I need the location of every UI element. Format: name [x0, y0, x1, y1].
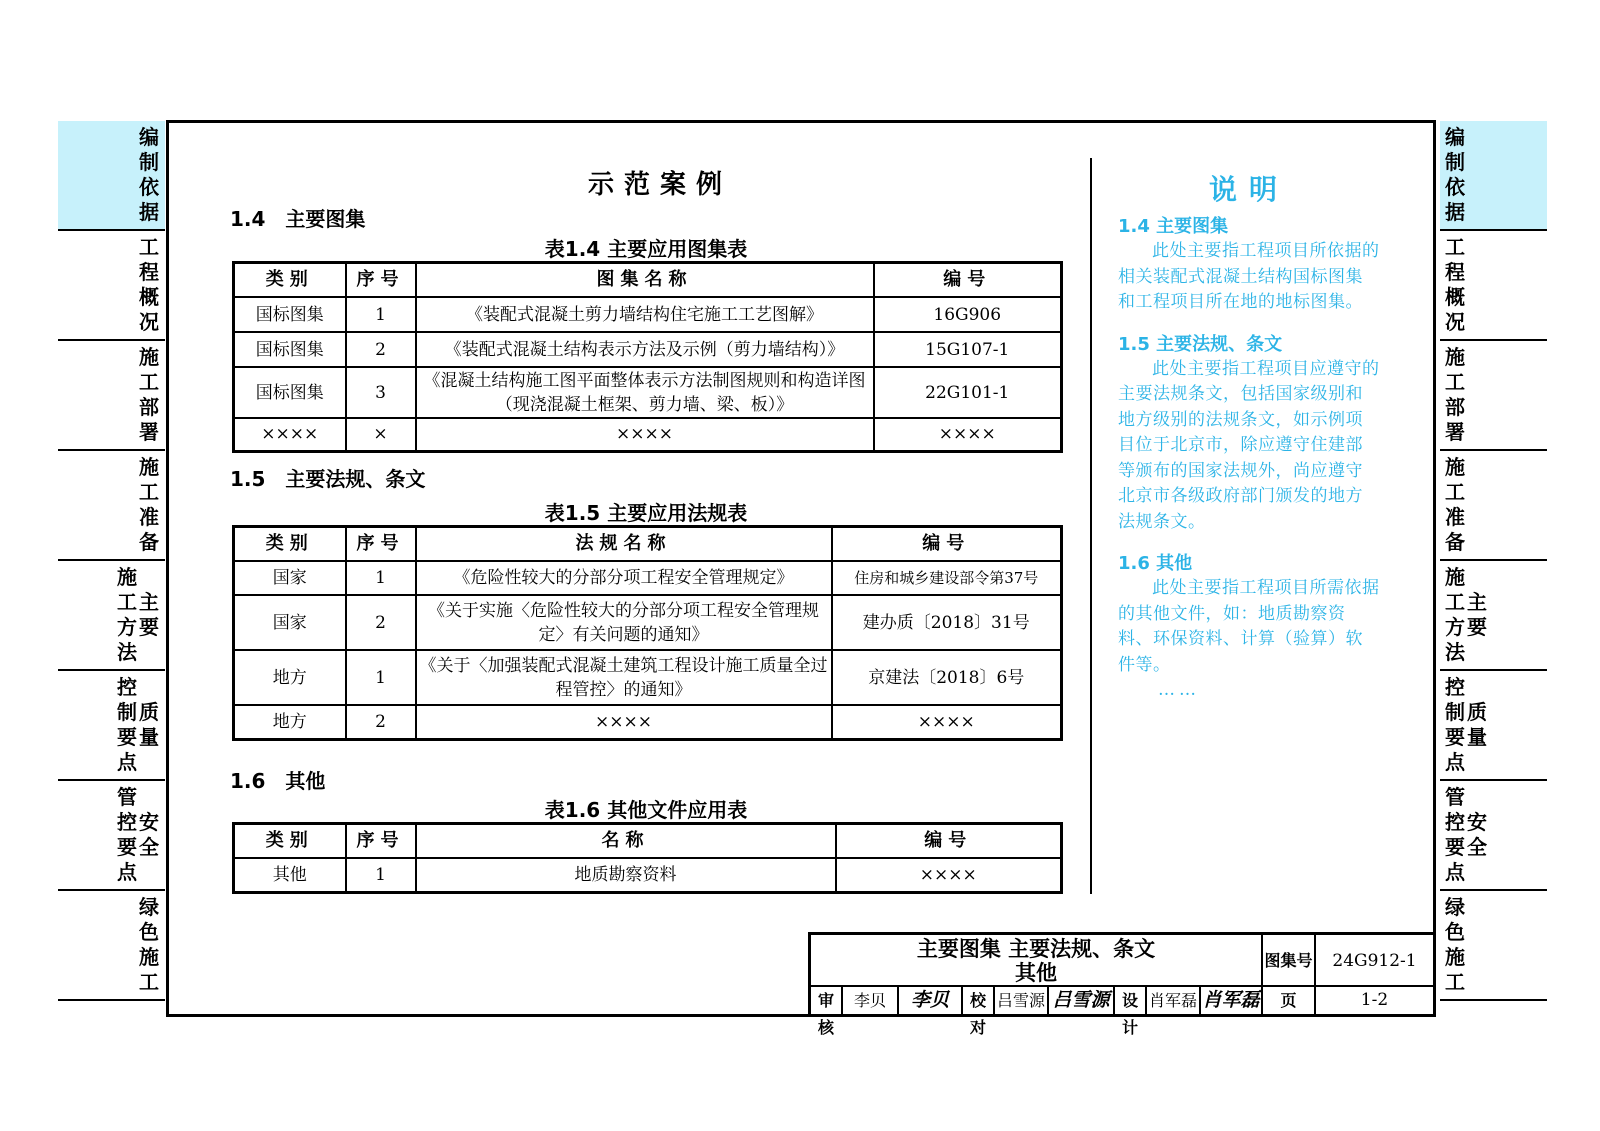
- cell-code: ××××: [832, 705, 1062, 739]
- table-row: [234, 705, 1062, 739]
- cell-no: 1: [346, 297, 416, 332]
- section-heading-1-6: 1.6 其他: [230, 769, 326, 793]
- side-tab-quality[interactable]: 控制要点 质量: [58, 671, 165, 781]
- cell-name: 《危险性较大的分部分项工程安全管理规定》: [416, 561, 832, 595]
- review-signature: 李贝: [899, 987, 963, 1014]
- cell-category: 地方: [234, 650, 346, 705]
- cell-category: 国家: [234, 561, 346, 595]
- atlas-code: 24G912-1: [1316, 935, 1433, 987]
- side-tab-safety[interactable]: 管控要点 安全: [58, 781, 165, 891]
- cell-category: 其他: [234, 858, 346, 892]
- side-tab-basis[interactable]: 编制依据: [58, 121, 165, 231]
- page-label: 页: [1263, 987, 1316, 1014]
- page-number: 1-2: [1360, 990, 1389, 1010]
- cell-no: 2: [346, 595, 416, 650]
- col-header-name: 法规名称: [416, 527, 832, 562]
- table-caption-1-4: 表1.4 主要应用图集表: [544, 237, 748, 261]
- table-caption-1-6: 表1.6 其他文件应用表: [544, 798, 748, 822]
- cell-code: 22G101-1: [874, 367, 1062, 418]
- col-header-code: 编号: [874, 263, 1062, 298]
- cell-code: 建办质〔2018〕31号: [832, 595, 1062, 650]
- col-header-name: 图集名称: [416, 263, 874, 298]
- col-header-no: 序号: [346, 527, 416, 562]
- cell-name: 《装配式混凝土结构表示方法及示例（剪力墙结构）》: [416, 332, 874, 367]
- cell-category: ××××: [234, 418, 346, 451]
- cell-no: 1: [346, 650, 416, 705]
- table-1-5: [232, 525, 1063, 741]
- check-label: 校对: [963, 987, 995, 1014]
- table-row: [234, 595, 1062, 650]
- side-tab-preparation-right[interactable]: 施工准备: [1440, 451, 1547, 561]
- table-row: [234, 418, 1062, 451]
- right-side-tabs: [1440, 121, 1547, 1017]
- table-1-4: [232, 261, 1063, 453]
- title-block: [808, 932, 1436, 1037]
- notes-heading-1-5: 1.5 主要法规、条文: [1118, 333, 1283, 355]
- side-tab-basis-right[interactable]: 编制依据: [1440, 121, 1547, 231]
- table-1-6: [232, 822, 1063, 894]
- column-divider: [1090, 158, 1092, 894]
- cell-no: 3: [346, 367, 416, 418]
- check-name: 吕雪源: [995, 987, 1049, 1014]
- notes-text-1-4: 此处主要指工程项目所依据的相关装配式混凝土结构国标图集和工程项目所在地的地标图集。: [1118, 241, 1380, 312]
- cell-category: 国标图集: [234, 367, 346, 418]
- col-header-name: 名称: [416, 824, 836, 859]
- col-header-no: 序号: [346, 824, 416, 859]
- cell-name: 《关于〈加强装配式混凝土建筑工程设计施工质量全过程管控〉的通知》: [416, 650, 832, 705]
- col-header-no: 序号: [346, 263, 416, 298]
- cell-no: 1: [346, 561, 416, 595]
- notes-title: 说明: [1208, 173, 1289, 206]
- table-row: [234, 332, 1062, 367]
- side-tab-overview-right[interactable]: 工程概况: [1440, 231, 1547, 341]
- col-header-code: 编号: [836, 824, 1062, 859]
- design-signature: 肖军磊: [1201, 987, 1263, 1014]
- side-tab-quality-right[interactable]: 控制要点 质量: [1440, 671, 1547, 781]
- table-header-row: [234, 824, 1062, 859]
- cell-code: 京建法〔2018〕6号: [832, 650, 1062, 705]
- cell-no: 2: [346, 332, 416, 367]
- cell-name: 《装配式混凝土剪力墙结构住宅施工工艺图解》: [416, 297, 874, 332]
- cell-name: 地质勘察资料: [416, 858, 836, 892]
- cell-code: ××××: [836, 858, 1062, 892]
- cell-name: 《关于实施〈危险性较大的分部分项工程安全管理规定〉有关问题的通知》: [416, 595, 832, 650]
- cell-name: ××××: [416, 418, 874, 451]
- cell-code: 15G107-1: [874, 332, 1062, 367]
- table-caption-1-5: 表1.5 主要应用法规表: [544, 501, 748, 525]
- col-header-category: 类别: [234, 824, 346, 859]
- side-tab-safety-right[interactable]: 管控要点 安全: [1440, 781, 1547, 891]
- cell-no: 1: [346, 858, 416, 892]
- cell-category: 国标图集: [234, 297, 346, 332]
- cell-category: 国标图集: [234, 332, 346, 367]
- side-tab-deployment[interactable]: 施工部署: [58, 341, 165, 451]
- table-row: [234, 561, 1062, 595]
- side-tab-overview[interactable]: 工程概况: [58, 231, 165, 341]
- notes-text-1-5: 此处主要指工程项目应遵守的主要法规条文，包括国家级别和地方级别的法规条文，如示例项目位于北京市，除应遵守住建部等颁布的国家法规外，尚应遵守北京市各级政府部门颁发的地方法规条文。: [1118, 358, 1380, 532]
- title-block-title: [811, 935, 1263, 987]
- table-header-row: [234, 527, 1062, 562]
- cell-no: 2: [346, 705, 416, 739]
- table-row: [234, 858, 1062, 892]
- notes-ellipsis: ……: [1158, 680, 1200, 700]
- atlas-code-label: 图集号: [1263, 935, 1316, 987]
- cell-category: 地方: [234, 705, 346, 739]
- notes-heading-1-6: 1.6 其他: [1118, 553, 1193, 574]
- notes-panel: [1118, 168, 1380, 700]
- cell-code: 16G906: [874, 297, 1062, 332]
- left-side-tabs: [58, 121, 165, 1017]
- side-tab-deployment-right[interactable]: 施工部署: [1440, 341, 1547, 451]
- side-tab-green-right[interactable]: 绿色施工: [1440, 891, 1547, 1001]
- table-row: [234, 367, 1062, 418]
- check-signature: 吕雪源: [1049, 987, 1115, 1014]
- side-tab-preparation[interactable]: 施工准备: [58, 451, 165, 561]
- notes-heading-1-4: 1.4 主要图集: [1118, 216, 1229, 237]
- table-header-row: [234, 263, 1062, 298]
- cell-category: 国家: [234, 595, 346, 650]
- design-name: 肖军磊: [1147, 987, 1201, 1014]
- table-row: [234, 297, 1062, 332]
- design-label: 设计: [1115, 987, 1147, 1014]
- col-header-category: 类别: [234, 527, 346, 562]
- table-row: [234, 650, 1062, 705]
- side-tab-methods[interactable]: 施工方法 主要: [58, 561, 165, 671]
- review-label: 审核: [811, 987, 843, 1014]
- cell-code: 住房和城乡建设部令第37号: [832, 561, 1062, 595]
- side-tab-methods-right[interactable]: 施工方法 主要: [1440, 561, 1547, 671]
- title-line-1: 主要图集 主要法规、条文: [916, 937, 1156, 961]
- page-title: 示范案例: [587, 170, 732, 200]
- cell-no: ×: [346, 418, 416, 451]
- review-name: 李贝: [843, 987, 899, 1014]
- notes-text-1-6: 此处主要指工程项目所需依据的其他文件，如：地质勘察资料、环保资料、计算（验算）软件等。: [1118, 578, 1380, 675]
- title-line-2: 其他: [1015, 961, 1057, 985]
- cell-code: ××××: [874, 418, 1062, 451]
- section-heading-1-4: 1.4 主要图集: [230, 207, 366, 231]
- cell-name: 《混凝土结构施工图平面整体表示方法制图规则和构造详图（现浇混凝土框架、剪力墙、梁、板）》: [416, 367, 874, 418]
- col-header-category: 类别: [234, 263, 346, 298]
- cell-name: ××××: [416, 705, 832, 739]
- section-heading-1-5: 1.5 主要法规、条文: [230, 467, 426, 491]
- side-tab-green[interactable]: 绿色施工: [58, 891, 165, 1001]
- col-header-code: 编号: [832, 527, 1062, 562]
